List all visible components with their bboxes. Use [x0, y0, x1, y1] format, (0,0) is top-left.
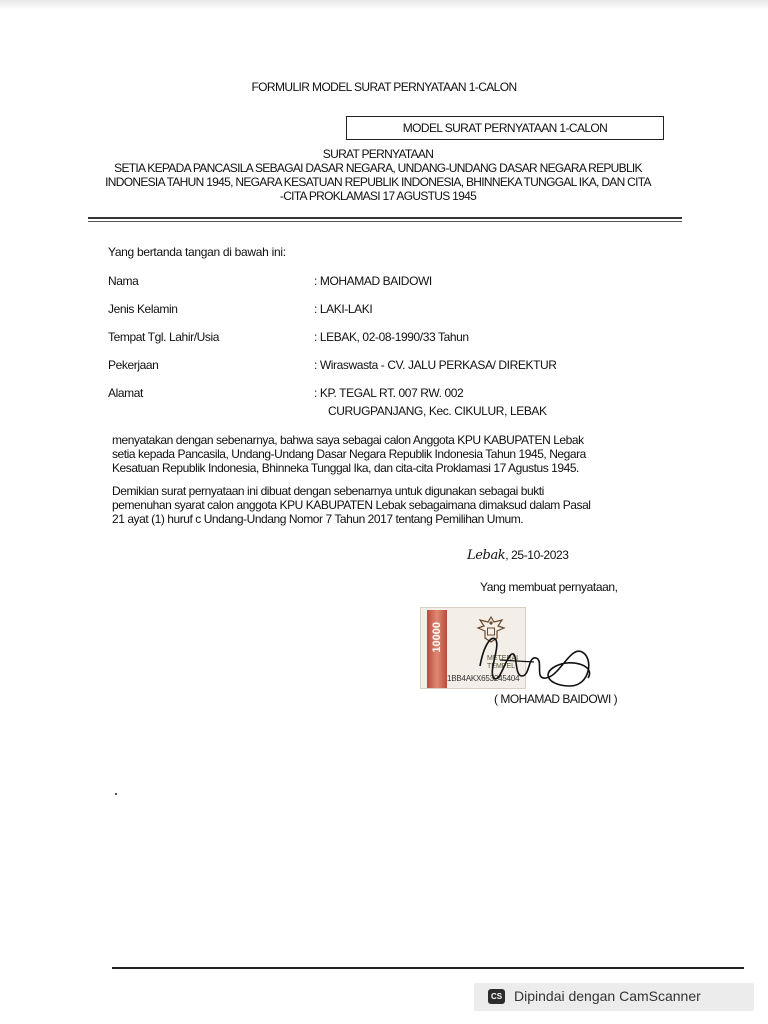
field-value: : LEBAK, 02-08-1990/33 Tahun	[314, 330, 469, 344]
handwritten-place: Lebak	[467, 548, 506, 563]
watermark-text: Dipindai dengan CamScanner	[514, 988, 701, 1004]
field-value: : Wiraswasta - CV. JALU PERKASA/ DIREKTUR	[314, 358, 557, 372]
statement-title	[80, 147, 676, 203]
paragraph-line: Kesatuan Republik Indonesia, Bhinneka Tunggal Ika, dan cita-cita Proklamasi 17 Agustus 1945.	[112, 461, 579, 475]
camscanner-watermark	[474, 983, 754, 1011]
paragraph-line: pemenuhan syarat calon anggota KPU KABUPATEN Lebak sebagaimana dimaksud dalam Pasal	[112, 498, 591, 512]
intro-text: Yang bertanda tangan di bawah ini:	[108, 245, 286, 259]
field-value: : KP. TEGAL RT. 007 RW. 002	[314, 386, 464, 400]
field-value: : LAKI-LAKI	[314, 302, 373, 316]
stamp-serial: 1BB4AKX653245404	[447, 674, 520, 683]
stamp-label-line: TEMPEL	[487, 663, 516, 670]
field-label: Tempat Tgl. Lahir/Usia	[108, 330, 220, 344]
closing-paragraph	[112, 484, 652, 526]
maker-label: Yang membuat pernyataan,	[480, 580, 618, 594]
paragraph-line: Demikian surat pernyataan ini dibuat dengan sebenarnya untuk digunakan sebagai bukti	[112, 484, 544, 498]
form-title: FORMULIR MODEL SURAT PERNYATAAN 1-CALON	[251, 80, 517, 94]
signature-scribble	[470, 626, 610, 696]
stamp-nominal: 10000	[431, 622, 443, 653]
statement-title-line: SETIA KEPADA PANCASILA SEBAGAI DASAR NEGARA, UNDANG-UNDANG DASAR NEGARA REPUBLIK	[114, 161, 642, 175]
field-label: Nama	[108, 274, 139, 288]
scan-speck	[115, 793, 117, 795]
paragraph-line: setia kepada Pancasila, Undang-Undang Dasar Negara Republik Indonesia Tahun 1945, Negara	[112, 447, 586, 461]
model-label-box: MODEL SURAT PERNYATAAN 1-CALON	[346, 116, 664, 140]
field-label: Alamat	[108, 386, 143, 400]
place-date	[467, 548, 569, 563]
statement-title-line: SURAT PERNYATAAN	[322, 147, 434, 161]
header-divider	[88, 217, 682, 219]
date: , 25-10-2023	[505, 548, 569, 562]
signer-name: ( MOHAMAD BAIDOWI )	[494, 692, 618, 706]
header-divider-thin	[88, 221, 682, 222]
scan-edge	[0, 0, 768, 10]
paragraph-line: 21 ayat (1) huruf c Undang-Undang Nomor 7 Tahun 2017 tentang Pemilihan Umum.	[112, 512, 524, 526]
field-label: Jenis Kelamin	[108, 302, 178, 316]
field-value-line2: CURUGPANJANG, Kec. CIKULUR, LEBAK	[328, 404, 547, 418]
statement-paragraph	[112, 433, 652, 475]
field-value: : MOHAMAD BAIDOWI	[314, 274, 432, 288]
statement-title-line: INDONESIA TAHUN 1945, NEGARA KESATUAN REPUBLIK INDONESIA, BHINNEKA TUNGGAL IKA, DAN CITA	[105, 175, 651, 189]
camscanner-logo-icon: CS	[488, 989, 505, 1004]
stamp-label-line: METERAI	[487, 655, 519, 662]
field-label: Pekerjaan	[108, 358, 159, 372]
footer-divider	[112, 967, 744, 969]
paragraph-line: menyatakan dengan sebenarnya, bahwa saya sebagai calon Anggota KPU KABUPATEN Lebak	[112, 433, 584, 447]
statement-title-line: -CITA PROKLAMASI 17 AGUSTUS 1945	[279, 189, 477, 203]
